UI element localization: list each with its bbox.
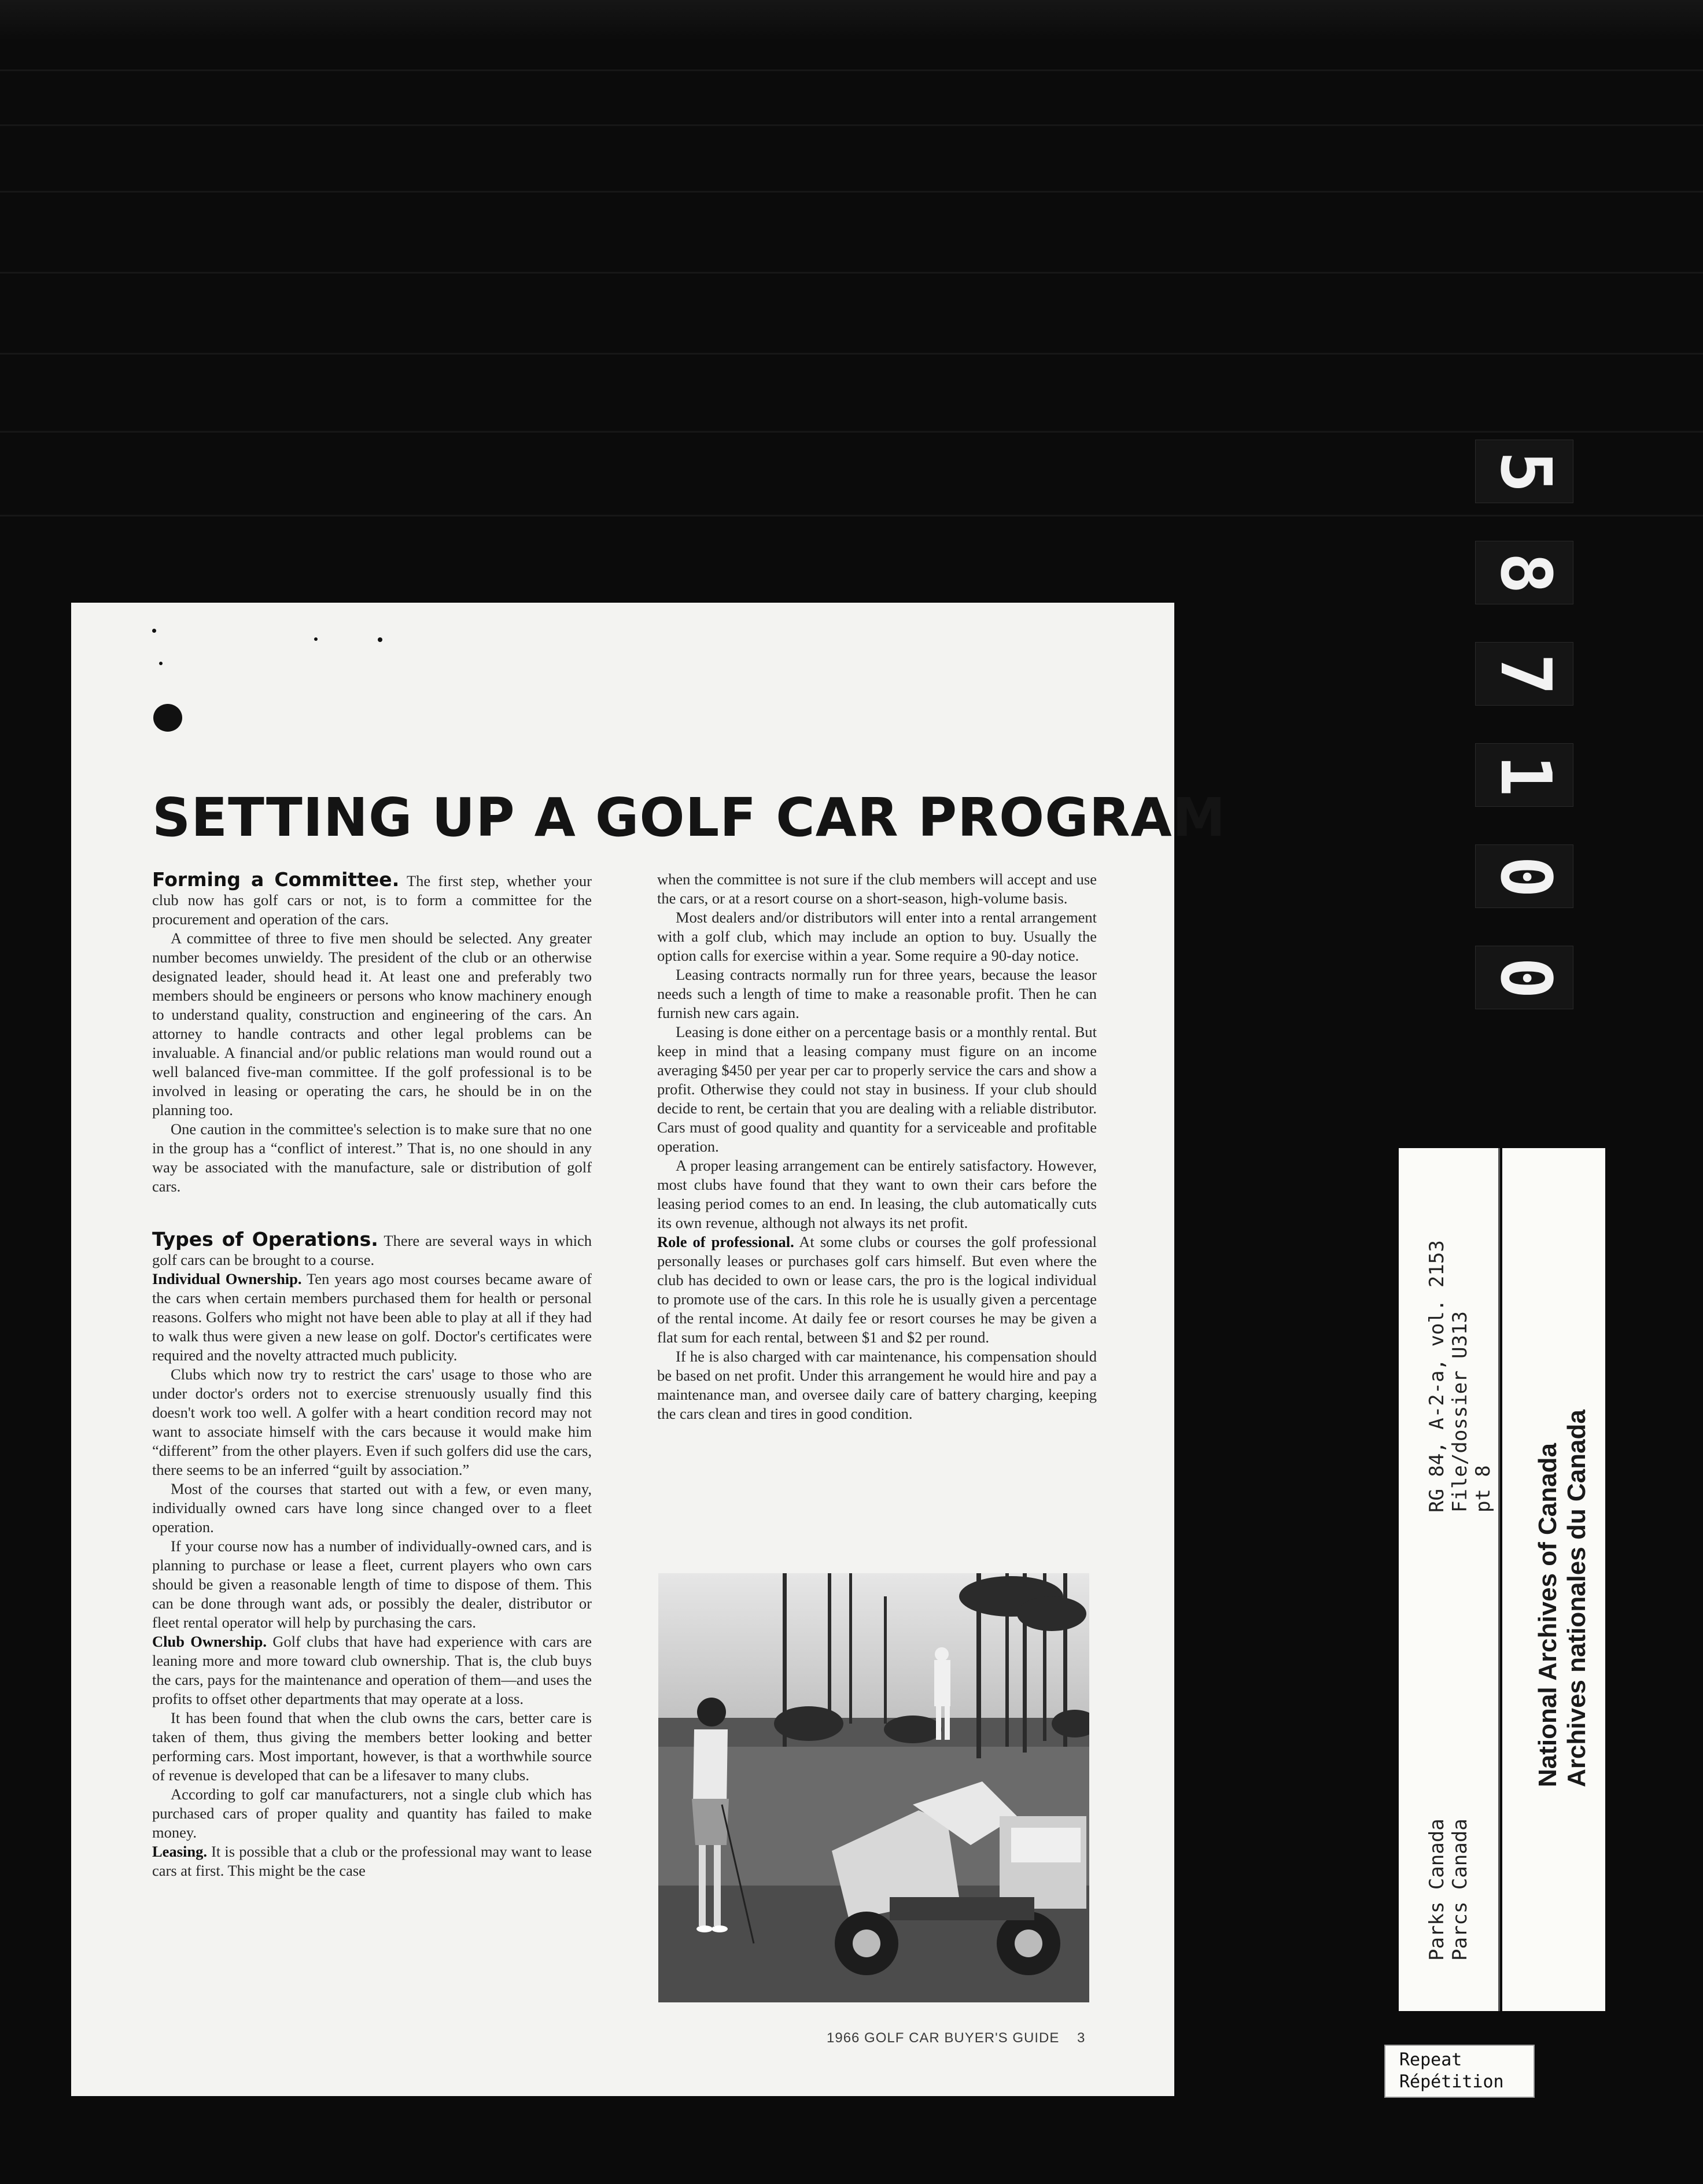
paragraph: A committee of three to five men should be selected. Any greater number becomes unwieldy. The president of the club or an otherwise designated leader, should head it. At least one and preferably two members should be engineers or persons who know machinery enough to understand quality, construction and engineering of the cars. An attorney to handle contracts and other legal problems can be invaluable. A financial and/or public relations man would round out a well balanced five-man committee. If the golf professional is to be involved in leasing or operating the cars, he should be in on the planning too. — [152, 929, 592, 1119]
paragraph: Leasing is done either on a percentage basis or a monthly rental. But keep in mind that a leasing company must figure on an income averaging $450 per year per car to properly service the cars and show a profit. Otherwise they could not stay in business. If your club should decide to rent, be certain that you are dealing with a reliable distributor. Cars must of good quality and quantity for a serviceable and profitable operation. — [657, 1023, 1097, 1155]
paragraph: Forming a Committee. The first step, whether your club now has golf cars or not, is to form a committee for the procurement and operation of the cars. — [152, 868, 592, 928]
paragraph: Club Ownership. Golf clubs that have had experience with cars are leaning more and more toward club ownership. That is, the club buys the cars, pays for the maintenance and operation of them—and uses the profits to offset other departments that may operate at a loss. — [152, 1633, 592, 1707]
dust-speck — [159, 662, 163, 665]
section-heading: Forming a Committee. — [152, 868, 400, 891]
reference-text: RG 84, A-2-a, vol. 2153 File/dossier U313 pt 8 — [1425, 1240, 1495, 1512]
film-streak — [0, 431, 1703, 433]
golf-photo-illustration — [658, 1573, 1089, 2002]
archives-name: National Archives of Canada Archives nationales du Canada — [1534, 1410, 1591, 1787]
ink-blot — [153, 704, 182, 732]
frame-digit: 0 — [1475, 844, 1573, 908]
archive-reference-label — [1399, 1148, 1500, 2011]
paragraph: Leasing. It is possible that a club or the professional may want to lease cars at first. This might be the case — [152, 1843, 592, 1879]
article-title: SETTING UP A GOLF CAR PROGRAM — [152, 787, 1226, 848]
paragraph: Clubs which now try to restrict the cars' usage to those who are under doctor's orders not to exercise strenuously usually find this doesn't work too well. A golfer with a heart condition record may not want to associate himself with the cars because it would make him “different” from the other players. Even if such golfers did use the cars, there seems to be an inferred “guilt by association.” — [152, 1366, 592, 1478]
paragraph: Role of professional. At some clubs or courses the golf professional personally leases or purchases golf cars himself. But even where the club has decided to own or lease cars, the pro is the logical individual to promote use of the cars. In this role he is usually given a percentage of the rental income. At daily fee or resort courses he may be given a flat sum for each rental, between $1 and $2 per round. — [657, 1233, 1097, 1346]
magazine-page — [71, 603, 1226, 2096]
page-footer — [827, 2030, 1085, 2046]
left-column — [152, 870, 592, 1880]
paragraph: Most dealers and/or distributors will enter into a rental arrangement with a golf club, which may include an option to buy. Usually the option calls for exercise within a year. Some require a 90-day notice. — [657, 909, 1097, 964]
paragraph: If he is also charged with car maintenance, his compensation should be based on net profit. Under this arrangement he would hire and pay a maintenance man, and oversee daily care of battery charging, keeping the cars clean and tires in good condition. — [657, 1348, 1097, 1422]
film-streak — [0, 515, 1703, 517]
film-streak — [0, 124, 1703, 126]
frame-digit: 0 — [1475, 946, 1573, 1009]
paragraph: According to golf car manufacturers, not a single club which has purchased cars of proper quality and quantity has failed to make money. — [152, 1785, 592, 1841]
film-streak — [0, 272, 1703, 274]
paragraph: Leasing contracts normally run for three years, because the leasor needs such a length of time to make a reasonable profit. Then he can furnish new cars again. — [657, 966, 1097, 1021]
run-in-heading: Role of professional. — [657, 1233, 794, 1250]
right-column — [657, 870, 1097, 1423]
run-in-heading: Leasing. — [152, 1843, 207, 1860]
film-streak — [0, 69, 1703, 71]
agency-text: Parks Canada Parcs Canada — [1425, 1818, 1472, 1961]
paragraph: It has been found that when the club owns the cars, better care is taken of them, thus giving the members better looking and better performing cars. Most important, however, is that a worthwhile source of revenue is developed that can be a lifesaver to many clubs. — [152, 1709, 592, 1784]
frame-number — [1475, 440, 1573, 1012]
film-top-edge — [0, 0, 1703, 40]
paragraph: Individual Ownership. Ten years ago most courses became aware of the cars when certain members purchased them for health or personal reasons. Golfers who might not have been able to play at all if they had to walk thus were given a new lease on golf. Doctor's certificates were required and the novelty attracted much publicity. — [152, 1270, 592, 1364]
film-streak — [0, 191, 1703, 193]
page-number: 3 — [1077, 2030, 1086, 2046]
section-heading: Types of Operations. — [152, 1228, 378, 1250]
frame-digit: 5 — [1475, 440, 1573, 503]
paragraph: One caution in the committee's selection is to make sure that no one in the group has a “conflict of interest.” That is, no one should in any way be associated with the manufacture, sale or distribution of golf cars. — [152, 1120, 592, 1195]
run-in-heading: Club Ownership. — [152, 1633, 267, 1650]
dust-speck — [314, 637, 318, 641]
paragraph: A proper leasing arrangement can be entirely satisfactory. However, most clubs have found that they want to own their cars before the leasing period comes to an end. In leasing, the club automatically cuts its own revenue, although not always its net profit. — [657, 1157, 1097, 1231]
paragraph: If your course now has a number of individually-owned cars, and is planning to purchase or lease a fleet, current players who own cars should be given a reasonable length of time to dispose of them. This can be done through want ads, or possibly the dealer, distributor or fleet rental operator will help by purchasing the cars. — [152, 1537, 592, 1631]
publication-title: 1966 GOLF CAR BUYER'S GUIDE — [827, 2030, 1060, 2046]
run-in-heading: Individual Ownership. — [152, 1270, 302, 1287]
national-archives-label — [1502, 1148, 1605, 2011]
frame-digit: 8 — [1475, 541, 1573, 604]
film-streak — [0, 353, 1703, 355]
paragraph: when the committee is not sure if the club members will accept and use the cars, or at a resort course on a short-season, high-volume basis. — [657, 870, 1097, 907]
dust-speck — [378, 637, 382, 642]
frame-digit: 7 — [1475, 642, 1573, 706]
repeat-stamp: Repeat Répétition — [1384, 2045, 1535, 2098]
golf-course-photo — [658, 1573, 1089, 2002]
paragraph: Most of the courses that started out with a few, or even many, individually owned cars have long since changed over to a fleet operation. — [152, 1480, 592, 1536]
frame-digit: 1 — [1475, 743, 1573, 807]
dust-speck — [152, 629, 156, 633]
paragraph: Types of Operations. There are several ways in which golf cars can be brought to a course. — [152, 1228, 592, 1268]
